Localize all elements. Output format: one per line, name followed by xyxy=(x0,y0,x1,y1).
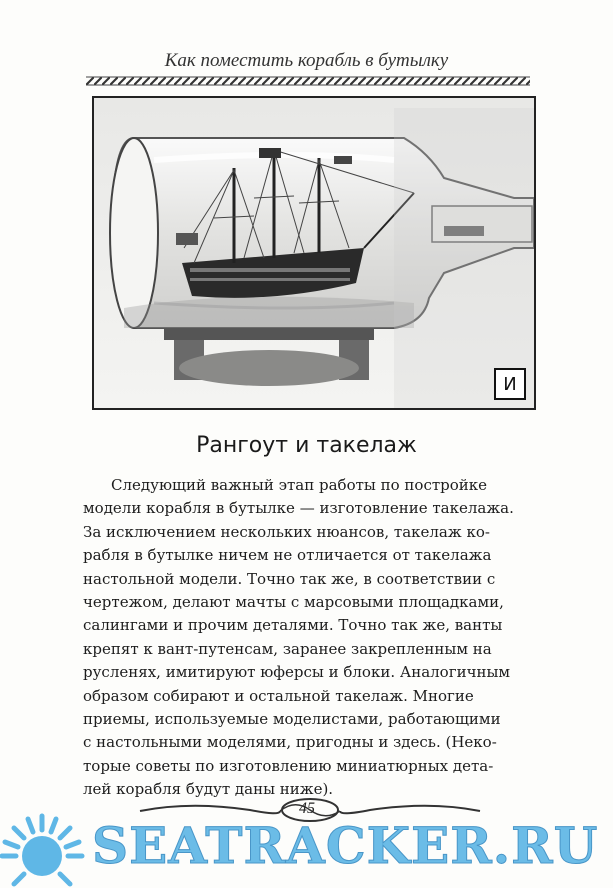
figure-label: И xyxy=(494,368,526,400)
text-line: чертежом, делают мачты с марсовыми площадками, xyxy=(83,593,504,612)
text-line: За исключением нескольких нюансов, такелаж ко- xyxy=(83,522,490,541)
text-line: лей корабля будут даны ниже). xyxy=(83,780,334,799)
text-line: русленях, имитируют юферсы и блоки. Аналогичным xyxy=(83,663,511,682)
text-line: образом собирают и остальной такелаж. Многие xyxy=(83,686,474,705)
ship-in-bottle-photo xyxy=(92,96,536,410)
text-line: настольной модели. Точно так же, в соответствии с xyxy=(83,569,496,588)
text-line: рабля в бутылке ничем не отличается от такелажа xyxy=(83,546,492,565)
watermark-text: SEATRACKER.RU xyxy=(92,816,599,875)
text-line: модели корабля в бутылке — изготовление такелажа. xyxy=(83,499,514,518)
text-line: Следующий важный этап работы по постройке xyxy=(111,476,488,494)
text-line: крепят к вант-путенсам, заранее закрепленным на xyxy=(83,639,492,658)
text-line: приемы, используемые моделистами, работающими xyxy=(83,710,501,729)
text-line: салингами и прочим деталями. Точно так же, ванты xyxy=(83,616,503,635)
rope-divider xyxy=(86,75,530,87)
page-number: 45 xyxy=(299,800,315,817)
text-line: с настольными моделями, пригодны и здесь. (Неко- xyxy=(83,733,497,752)
body-paragraph xyxy=(83,474,533,802)
running-header-title: Как поместить корабль в бутылку xyxy=(164,50,449,71)
text-line: торые советы по изготовлению миниатюрных дета- xyxy=(83,756,494,775)
section-heading: Рангоут и такелаж xyxy=(196,433,417,458)
